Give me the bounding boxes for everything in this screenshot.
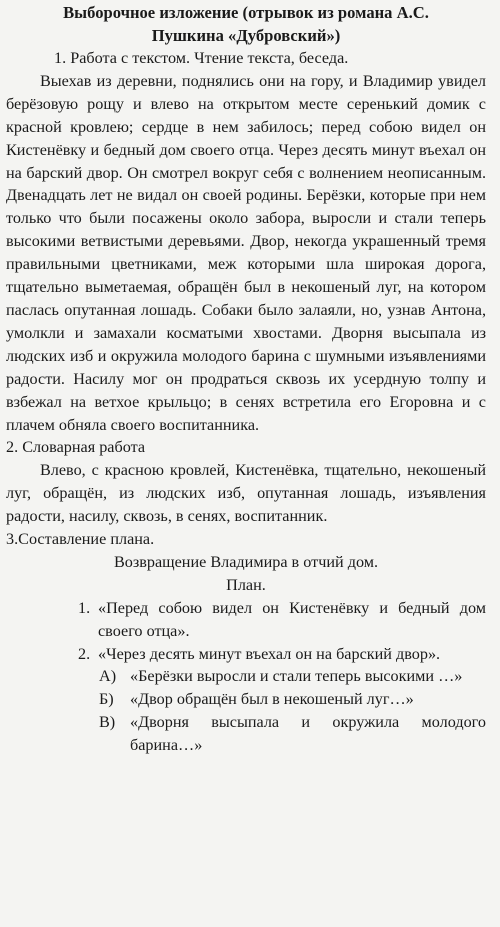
plan-subitem-text: «Дворня высыпала и окружила молодого барина…»: [130, 713, 486, 755]
plan-subitem-letter: А): [99, 667, 117, 686]
plan-subitem-letter: В): [99, 713, 116, 732]
plan-label: План.: [226, 575, 266, 594]
plan-subitem: [99, 665, 486, 688]
plan-item-text: «Через десять минут въехал он на барский двор».: [98, 644, 441, 663]
document-title: [6, 2, 486, 47]
section-1-heading: 1. Работа с текстом. Чтение текста, беседа.: [54, 49, 349, 67]
section-2-heading: 2. Словарная работа: [6, 438, 146, 457]
plan-item: [78, 597, 486, 643]
plan-subitem-text: «Двор обращён был в некошеный луг…»: [130, 690, 414, 709]
plan-item: [78, 643, 486, 666]
plan-subitem: [99, 688, 486, 711]
plan-subitem-letter: Б): [99, 690, 114, 709]
plan-subitem: [99, 711, 486, 757]
plan-item-text: «Перед собою видел он Кистенёвку и бедный дом своего отца».: [98, 598, 486, 640]
section-1-text: Выехав из деревни, поднялись они на гору, и Владимир увидел берёзовую рощу и влево на открытом месте серенький домик с красной кровлею; сердце в нем забилось; перед собою видел он Кистенёвку и бедный дом своего отца. Через десять минут въехал он на барский двор. Он смотрел вокруг себя с волнением неописанным. Двенадцать лет не видал он своей родины. Берёзки, которые при нем только что были посажены около забора, выросли и стали теперь высокими ветвистыми деревьями. Двор, некогда украшенный тремя правильными цветниками, меж которыми шла широкая дорога, тщательно выметаемая, обращён был в некошеный луг, на котором паслась опутанная лошадь. Собаки было залаяли, но, узнав Антона, умолкли и замахали косматыми хвостами. Дворня высыпала из людских изб и окружила молодого барина с шумными изъявлениями радости. Насилу мог он продраться сквозь их усердную толпу и взбежал на ветхое крыльцо; в сенях встретила его Егоровна и с плачем обняла своего воспитанника.: [6, 71, 486, 434]
title-line-2: Пушкина «Дубровский»): [151, 25, 341, 45]
plan-item-number: 1.: [78, 598, 91, 617]
plan-subitem-text: «Берёзки выросли и стали теперь высокими …»: [130, 667, 463, 686]
plan-item-number: 2.: [78, 644, 91, 663]
section-2-text: Влево, с красною кровлей, Кистенёвка, тщательно, некошеный луг, обращён, из людских изб, опутанная лошадь, изъявления радости, насилу, сквозь, в сенях, воспитанник.: [6, 461, 486, 526]
section-3-heading: 3.Составление плана.: [6, 530, 155, 549]
plan-list: [6, 597, 486, 757]
title-line-1: Выборочное изложение (отрывок из романа А.С.: [63, 3, 429, 22]
plan-subtitle: Возвращение Владимира в отчий дом.: [113, 552, 379, 571]
